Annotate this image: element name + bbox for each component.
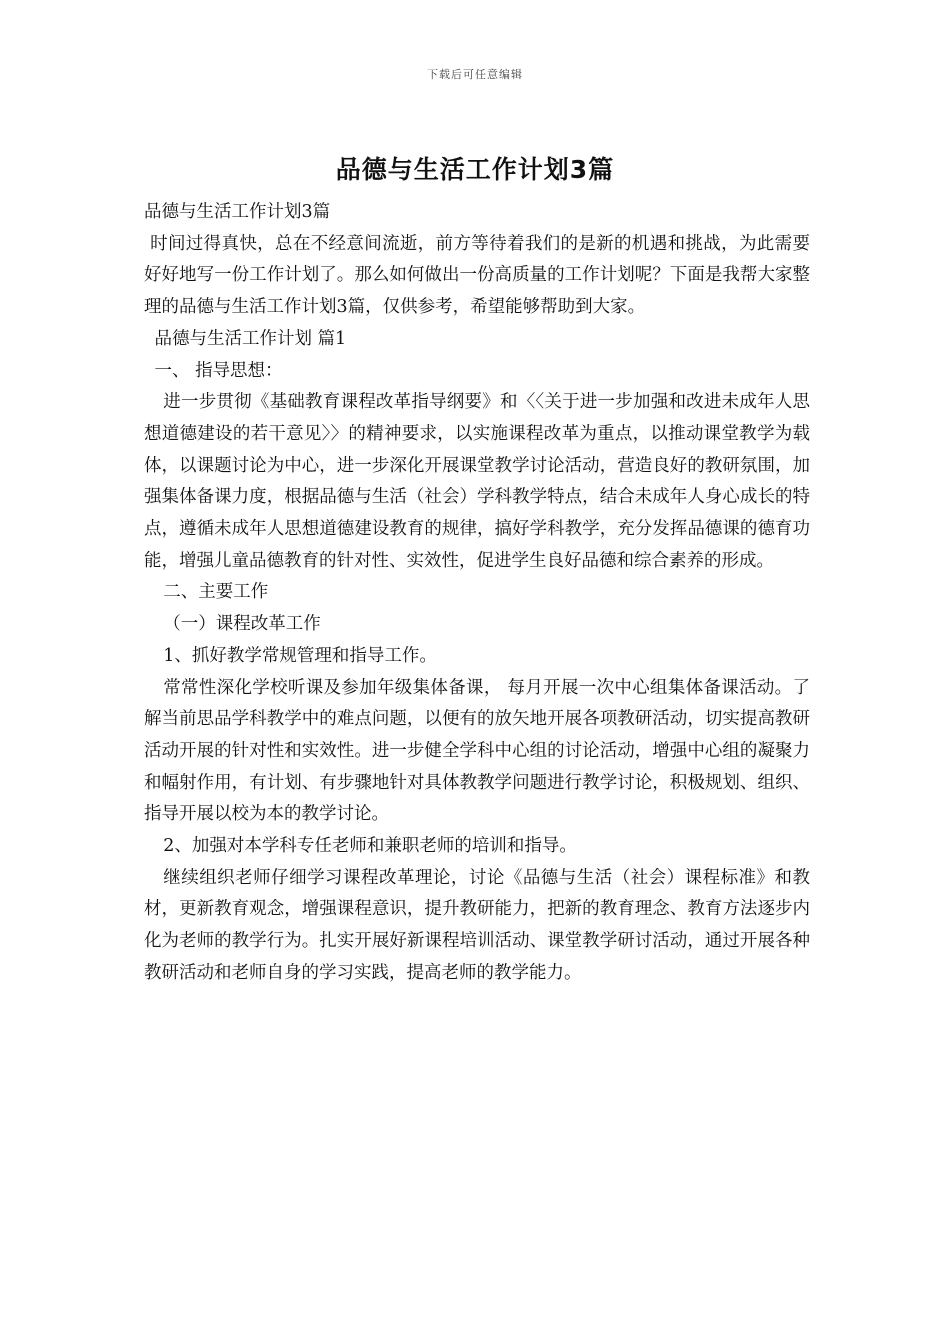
heading-guiding-thought: 一、 指导思想：: [154, 360, 283, 381]
item-1-paragraph: 常常性深化学校听课及参加年级集体备课， 每月开展一次中心组集体备课活动。了解当前思品学科教学中的难点问题，以便有的放矢地开展各项教研活动，切实提高教研活动开展的针对性和实效性。进一步健全学科中心组的讨论活动，增强中心组的凝聚力和幅射作用，有计划、有步骤地针对具体教教学问题进行教学讨论，积极规划、组织、指导开展以校为本的教学讨论。: [144, 677, 810, 825]
guiding-thought-paragraph: 进一步贯彻《基础教育课程改革指导纲要》和〈〈关于进一步加强和改进未成年人思想道德建设的若干意见〉〉的精神要求，以实施课程改革为重点，以推动课堂教学为载体，以课题讨论为中心，进一步深化开展课堂教学讨论活动，营造良好的教研氛围，加强集体备课力度，根据品德与生活（社会）学科教学特点，结合未成年人身心成长的特点，遵循未成年人思想道德建设教育的规律，搞好学科教学，充分发挥品德课的德育功能，增强儿童品德教育的针对性、实效性，促进学生良好品德和综合素养的形成。: [144, 392, 810, 571]
section-heading-plan-1: 品德与生活工作计划 篇1: [154, 328, 347, 349]
item-2-paragraph: 继续组织老师仔细学习课程改革理论，讨论《品德与生活（社会）课程标准》和教材，更新教育观念，增强课程意识，提升教研能力，把新的教育理念、教育方法逐步内化为老师的教学行为。扎实开展好新课程培训活动、课堂教学研讨活动，通过开展各种教研活动和老师自身的学习实践，提高老师的教学能力。: [144, 867, 810, 983]
header-note: 下载后可任意编辑: [427, 68, 523, 81]
document-title: 品德与生活工作计划3篇: [335, 155, 615, 184]
item-1-heading: 1、抓好教学常规管理和指导工作。: [163, 645, 437, 666]
heading-curriculum-reform: （一）课程改革工作: [163, 614, 321, 635]
document-body: [144, 197, 810, 990]
heading-main-work: 二、主要工作: [163, 582, 269, 603]
subtitle-paragraph: 品德与生活工作计划3篇: [144, 202, 331, 222]
intro-paragraph: 时间过得真快，总在不经意间流逝，前方等待着我们的是新的机遇和挑战，为此需要好好地写一份工作计划了。那么如何做出一份高质量的工作计划呢？下面是我帮大家整理的品德与生活工作计划3篇，仅供参考，希望能够帮助到大家。: [144, 233, 810, 318]
item-2-heading: 2、加强对本学科专任老师和兼职老师的培训和指导。: [163, 836, 577, 857]
